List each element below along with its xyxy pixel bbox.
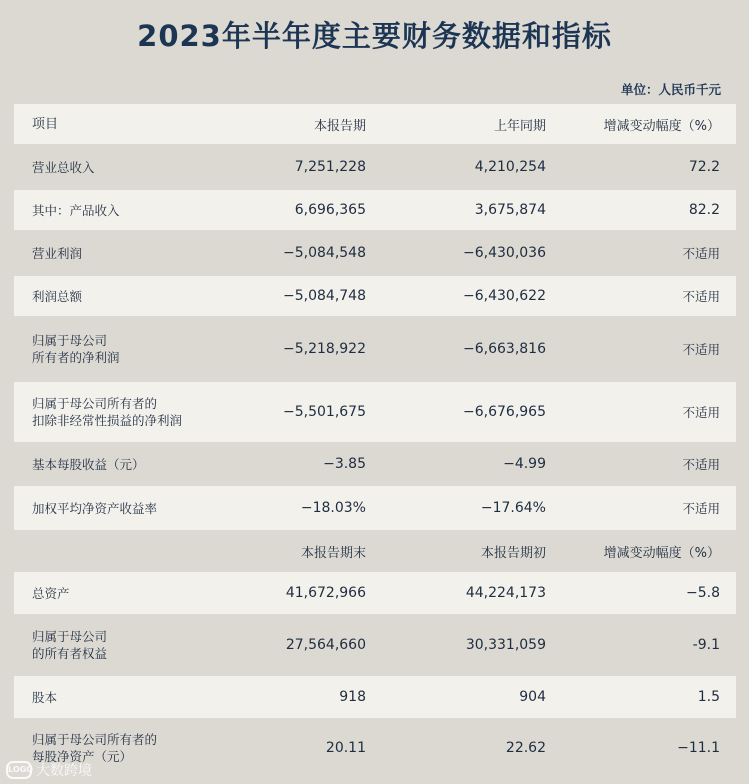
table-header-row (14, 104, 736, 144)
table-row (14, 190, 736, 230)
row-change: 82.2 (688, 202, 720, 218)
row-prior: 22.62 (505, 740, 546, 756)
header-change: 增减变动幅度（%） (603, 545, 720, 561)
unit-label: 单位：人民币千元 (620, 82, 721, 97)
watermark-logo-icon: LOGO (6, 761, 32, 779)
table-row (14, 442, 736, 486)
row-change: −5.8 (686, 585, 720, 601)
header-period-start: 本报告期初 (480, 545, 546, 561)
row-change: −11.1 (677, 740, 720, 756)
row-item: 营业总收入 (32, 159, 95, 175)
table-header-row (14, 530, 736, 572)
row-change: 不适用 (682, 289, 720, 304)
row-prior: −17.64% (480, 500, 546, 516)
row-item: 营业利润 (32, 245, 83, 261)
table-row (14, 614, 736, 676)
row-item: 归属于母公司所有者的 每股净资产（元） (32, 732, 158, 764)
row-current: 7,251,228 (294, 159, 366, 175)
table-row (14, 316, 736, 382)
row-prior: 904 (519, 689, 546, 705)
table-row (14, 718, 736, 778)
row-current: −3.85 (323, 456, 366, 472)
row-current: −5,501,675 (283, 404, 366, 420)
row-item: 加权平均净资产收益率 (32, 500, 158, 516)
row-current: 20.11 (325, 740, 366, 756)
row-prior: −6,676,965 (463, 404, 546, 420)
table-row (14, 486, 736, 530)
row-item: 股本 (32, 689, 58, 705)
header-change: 增减变动幅度（%） (603, 118, 720, 134)
row-item: 基本每股收益（元） (32, 456, 145, 472)
watermark (6, 760, 92, 780)
row-item: 其中：产品收入 (32, 202, 120, 218)
row-change: -9.1 (692, 637, 720, 653)
row-change: 不适用 (682, 405, 720, 420)
header-current: 本报告期 (313, 118, 366, 134)
row-change: 不适用 (682, 246, 720, 261)
table-row (14, 572, 736, 614)
row-current: −18.03% (300, 500, 366, 516)
row-change: 72.2 (688, 159, 720, 175)
watermark-text: 大数跨境 (36, 763, 92, 779)
table-row (14, 276, 736, 316)
header-item: 项目 (32, 116, 59, 132)
row-current: −5,084,748 (283, 288, 366, 304)
row-prior: −6,430,036 (463, 245, 546, 261)
row-item: 总资产 (32, 585, 70, 601)
row-item: 归属于母公司 所有者的净利润 (32, 333, 120, 365)
row-prior: −6,430,622 (463, 288, 546, 304)
row-current: 41,672,966 (285, 585, 366, 601)
header-prior: 上年同期 (493, 118, 546, 134)
page-title: 2023年半年度主要财务数据和指标 (137, 19, 612, 53)
row-item: 利润总额 (32, 288, 83, 304)
row-change: 1.5 (697, 689, 720, 705)
financial-table (14, 104, 736, 778)
row-current: 27,564,660 (285, 637, 366, 653)
row-prior: 4,210,254 (474, 159, 546, 175)
row-item: 归属于母公司所有者的 扣除非经常性损益的净利润 (32, 396, 183, 428)
table-row (14, 382, 736, 442)
row-prior: −4.99 (503, 456, 546, 472)
header-period-end: 本报告期末 (300, 545, 366, 561)
row-prior: 44,224,173 (465, 585, 546, 601)
table-row (14, 144, 736, 190)
row-change: 不适用 (682, 457, 720, 472)
row-prior: −6,663,816 (463, 341, 546, 357)
row-prior: 3,675,874 (474, 202, 546, 218)
row-change: 不适用 (682, 501, 720, 516)
row-item: 归属于母公司 的所有者权益 (32, 629, 108, 661)
row-change: 不适用 (682, 342, 720, 357)
row-current: 6,696,365 (294, 202, 366, 218)
table-row (14, 676, 736, 718)
row-current: −5,218,922 (283, 341, 366, 357)
row-current: −5,084,548 (283, 245, 366, 261)
row-current: 918 (339, 689, 366, 705)
table-row (14, 230, 736, 276)
row-prior: 30,331,059 (465, 637, 546, 653)
